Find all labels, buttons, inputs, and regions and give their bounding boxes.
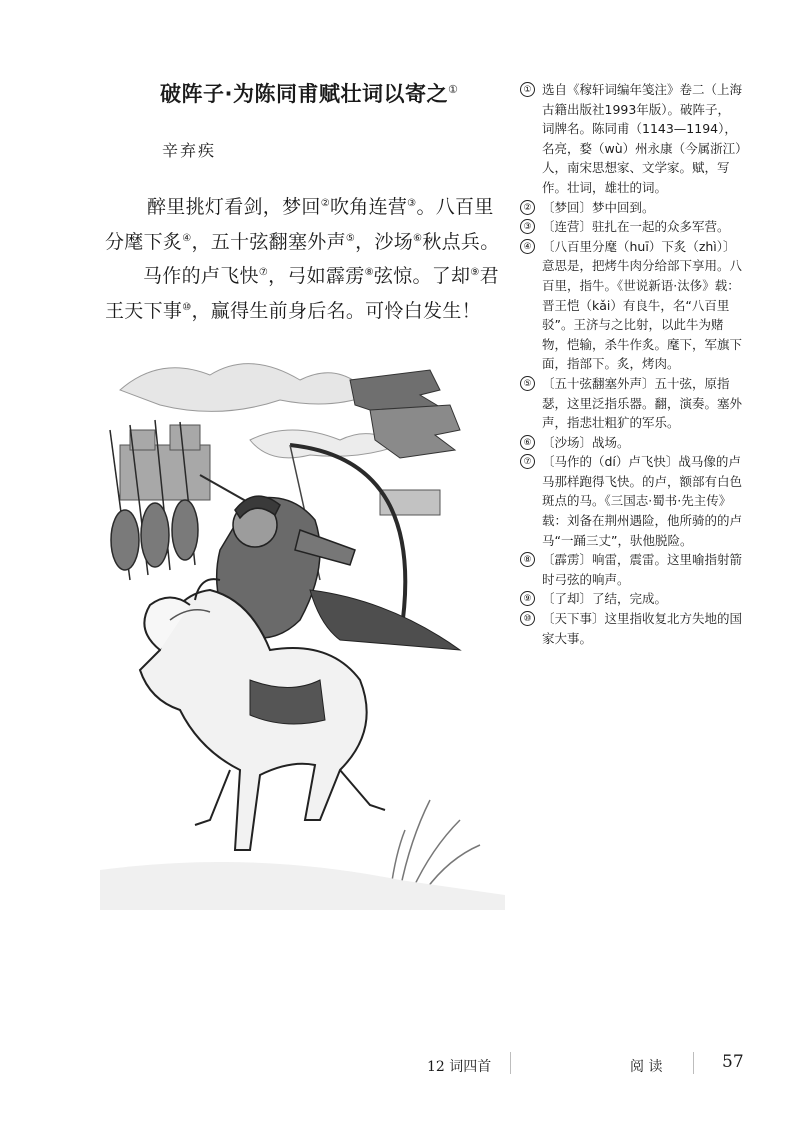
footer-divider — [688, 1052, 694, 1074]
footnote-item — [520, 80, 742, 198]
footnote-item — [520, 433, 742, 453]
note-ref: ⑥ — [413, 232, 423, 244]
page-number: 57 — [722, 1052, 744, 1072]
footnote-text: 〔天下事〕这里指收复北方失地的国家大事。 — [542, 611, 743, 646]
footnote-item — [520, 550, 742, 589]
footnote-number: ① — [520, 82, 535, 97]
poem-seg: ，五十弦翻塞外声 — [191, 230, 346, 253]
poem-seg: 。八百里分麾下炙 — [105, 196, 494, 253]
footnote-text: 〔梦回〕梦中回到。 — [542, 199, 655, 215]
note-ref: ⑤ — [345, 232, 356, 244]
poem-seg: ，沙场 — [355, 230, 414, 253]
poem-title: 破阵子·为陈同甫赋壮词以寄之① — [160, 82, 459, 106]
footnote-number: ⑨ — [520, 591, 535, 606]
footnote-item — [520, 452, 742, 550]
footnote-number: ② — [520, 200, 535, 215]
poem-seg: ，赢得生前身后名。可怜白发生！ — [191, 299, 481, 322]
footnote-number: ⑩ — [520, 611, 535, 626]
footnote-item — [520, 609, 742, 648]
poem-seg: 弦惊。了却 — [373, 265, 471, 287]
footnote-text: 〔连营〕驻扎在一起的众多军营。 — [542, 219, 730, 235]
footnote-text: 〔马作的（dí）卢飞快〕战马像的卢马那样跑得飞快。的卢，额部有白色斑点的马。《三国志·蜀书·先主传》载：刘备在荆州遇险，他所骑的的卢马“一踊三丈”，驮他脱险。 — [542, 454, 743, 548]
footnote-number: ⑥ — [520, 435, 535, 450]
footnote-text: 〔五十弦翻塞外声〕五十弦，原指瑟，这里泛指乐器。翻，演奏。塞外声，指悲壮粗犷的军乐。 — [542, 375, 743, 431]
footnote-item — [520, 198, 742, 218]
poem-body — [105, 190, 505, 328]
footnote-item — [520, 237, 742, 374]
footnote-text: 〔了却〕了结，完成。 — [542, 591, 668, 607]
poem-seg: 吹角连营 — [329, 196, 408, 218]
warrior-illustration — [100, 350, 505, 910]
note-ref: ⑦ — [258, 267, 269, 278]
note-ref: ⑧ — [364, 267, 374, 278]
note-ref: ⑨ — [470, 267, 480, 278]
footer-lesson: 12 词四首 — [427, 1059, 492, 1075]
footnote-number: ⑧ — [520, 552, 535, 567]
poem-seg: ，弓如霹雳 — [268, 265, 365, 287]
footnote-text: 选自《稼轩词编年笺注》卷二（上海古籍出版社1993年版）。破阵子，词牌名。陈同甫（1143—1194），名亮，婺（wù）州永康（今属浙江）人，南宋思想家、文学家。赋，写作。壮词，雄壮的词。 — [542, 82, 743, 195]
footnotes-list — [520, 80, 742, 648]
footnote-item — [520, 217, 742, 237]
note-ref: ④ — [182, 232, 192, 244]
footnote-text: 〔八百里分麾（huī）下炙（zhì）〕意思是，把烤牛肉分给部下享用。八百里，指牛。《世说新语·汰侈》载：晋王恺（kǎi）有良牛，名“八百里驳”。王济与之比射，以此牛为赌物，恺输，杀牛作炙。麾下，军旗下面，指部下。炙，烤肉。 — [542, 238, 743, 372]
poem-seg: 马作的卢飞快 — [143, 265, 259, 287]
footer-section: 阅 读 — [630, 1059, 663, 1075]
footnote-item — [520, 589, 742, 609]
poem-seg: 秋点兵。 — [422, 230, 500, 253]
footnote-item — [520, 374, 742, 433]
title-note-ref: ① — [447, 83, 459, 96]
poem-seg: 君王天下事 — [105, 265, 499, 322]
note-ref: ③ — [407, 198, 417, 209]
footnote-text: 〔沙场〕战场。 — [542, 434, 630, 450]
note-ref: ② — [320, 198, 330, 209]
footer-divider — [505, 1052, 511, 1074]
footnote-number: ⑦ — [520, 454, 535, 469]
footnote-number: ⑤ — [520, 376, 535, 391]
footnote-text: 〔霹雳〕响雷，震雷。这里喻指射箭时弓弦的响声。 — [542, 552, 743, 587]
footnote-number: ④ — [520, 239, 535, 254]
note-ref: ⑩ — [182, 301, 192, 313]
poem-seg: 醉里挑灯看剑，梦回 — [147, 196, 321, 218]
poem-author: 辛弃疾 — [162, 141, 217, 160]
footnote-number: ③ — [520, 219, 535, 234]
